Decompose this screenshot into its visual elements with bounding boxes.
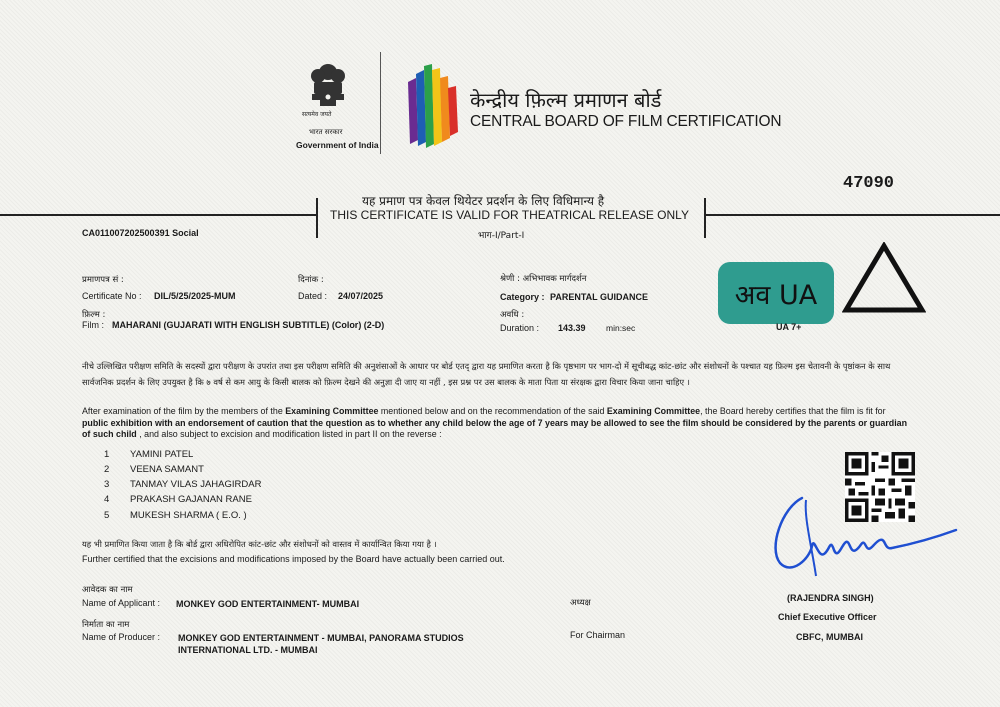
producer-label-en: Name of Producer : <box>82 632 161 642</box>
committee-num: 2 <box>104 464 110 475</box>
duration-value: 143.39 <box>558 323 586 333</box>
validity-text-hi: यह प्रमाण पत्र केवल थियेटर प्रदर्शन के लिए विधिमान्य है <box>362 194 605 208</box>
committee-num: 3 <box>104 479 110 490</box>
certificate-no-label-en: Certificate No : <box>82 291 142 301</box>
applicant-label-hi: आवेदक का नाम <box>82 585 133 595</box>
band-line-left <box>0 214 318 216</box>
signatory-name: (RAJENDRA SINGH) <box>787 593 874 603</box>
committee-member: YAMINI PATEL <box>130 449 194 460</box>
committee-num: 1 <box>104 449 110 460</box>
chairman-label-hi: अध्यक्ष <box>570 598 591 608</box>
chairman-label-en: For Chairman <box>570 630 626 640</box>
validity-text-en: THIS CERTIFICATE IS VALID FOR THEATRICAL RELEASE ONLY <box>330 208 689 222</box>
film-label-en: Film : <box>82 320 104 330</box>
reference-code: CA011007202500391 Social <box>82 228 199 238</box>
rating-triangle-icon <box>842 242 926 314</box>
further-certified-hi: यह भी प्रमाणित किया जाता है कि बोर्ड द्वारा अधिरोपित कांट-छांट और संशोधनों को वास्तव में कार्यान्वित किया गया है । <box>82 539 437 549</box>
applicant-value: MONKEY GOD ENTERTAINMENT- MUMBAI <box>176 599 360 609</box>
signature-icon <box>762 488 962 578</box>
further-certified-en: Further certified that the excisions and modifications imposed by the Board have actually been carried out. <box>82 554 505 564</box>
category-value: PARENTAL GUIDANCE <box>550 292 649 302</box>
signatory-title: Chief Executive Officer <box>778 612 877 622</box>
validity-part: भाग-I/Part-I <box>478 231 525 241</box>
committee-num: 5 <box>104 510 110 521</box>
board-name-hi: केन्द्रीय फ़िल्म प्रमाणन बोर्ड <box>470 88 662 112</box>
committee-num: 4 <box>104 494 110 505</box>
date-label-hi: दिनांक : <box>298 275 324 285</box>
certification-text-en: After examination of the film by the members of the Examining Committee mentioned below and on the recommendation of the said Examining Committee, the Board hereby certifies that the film is fit for public exhibition with an endorsement of caution that the question as to whether any child below the age of 7 years may be allowed to see the film should be considered by the parents or guardian of such child , and also subject to excision and modification listed in part II on the reverse : <box>82 406 908 439</box>
national-emblem-icon <box>306 62 350 108</box>
emblem-motto: सत्यमेव जयते <box>302 111 332 118</box>
serial-number: 47090 <box>843 174 895 193</box>
header-divider <box>380 52 381 154</box>
certificate-no-label-hi: प्रमाणपत्र सं : <box>82 275 124 285</box>
producer-label-hi: निर्माता का नाम <box>82 620 130 630</box>
applicant-label-en: Name of Applicant : <box>82 598 161 608</box>
film-title-value: MAHARANI (GUJARATI WITH ENGLISH SUBTITLE) (Color) (2-D) <box>112 320 385 330</box>
board-name-en: CENTRAL BOARD OF FILM CERTIFICATION <box>470 113 782 130</box>
committee-member: TANMAY VILAS JAHAGIRDAR <box>130 479 262 490</box>
govt-label-hi: भारत सरकार <box>309 128 343 136</box>
committee-member: PRAKASH GAJANAN RANE <box>130 494 252 505</box>
cbfc-logo-icon <box>402 60 460 150</box>
producer-value-line2: INTERNATIONAL LTD. - MUMBAI <box>178 645 318 655</box>
category-label-hi: श्रेणी : अभिभावक मार्गदर्शन <box>500 274 587 284</box>
rating-code: UA 7+ <box>776 322 802 332</box>
date-value: 24/07/2025 <box>338 291 384 301</box>
film-label-hi: फ़िल्म : <box>82 310 106 320</box>
duration-label-hi: अवधि : <box>500 310 525 320</box>
band-bracket-right <box>704 198 706 238</box>
category-label-en: Category : <box>500 292 545 302</box>
certificate-no-value: DIL/5/25/2025-MUM <box>154 291 236 301</box>
band-bracket-left <box>316 198 318 238</box>
rating-badge: अव UA <box>718 262 834 324</box>
date-label-en: Dated : <box>298 291 328 301</box>
certification-text-hi: नीचे उल्लिखित परीक्षण समिति के सदस्यों द्वारा परीक्षण के उपरांत तथा इस परीक्षण समिति की अनुशंसाओं के आधार पर बोर्ड एतद् द्वारा यह प्रमाणित करता है कि पृष्ठभाग पर भाग-दो में सूचीबद्ध कांट-छांट और संशोधनों के पश्चात यह फ़िल्म इस चेतावनी के पृष्ठांकन के साथ सार्वजनिक प्रदर्शन के लिए उपयुक्त है कि ७ वर्ष से कम आयु के किसी बालक को फ़िल्म देखने की अनुज्ञा दी जाए या नहीं , इस प्रश्न पर उस बालक के माता पिता या संरक्षक द्वारा विचार किया जाना चाहिए । <box>82 361 891 387</box>
duration-unit: min:sec <box>606 323 636 333</box>
committee-member: MUKESH SHARMA ( E.O. ) <box>130 510 247 521</box>
duration-label-en: Duration : <box>500 323 540 333</box>
band-line-right <box>706 214 1000 216</box>
producer-value-line1: MONKEY GOD ENTERTAINMENT - MUMBAI, PANORAMA STUDIOS <box>178 633 464 643</box>
signatory-office: CBFC, MUMBAI <box>796 632 863 642</box>
committee-member: VEENA SAMANT <box>130 464 204 475</box>
govt-label-en: Government of India <box>296 140 379 150</box>
